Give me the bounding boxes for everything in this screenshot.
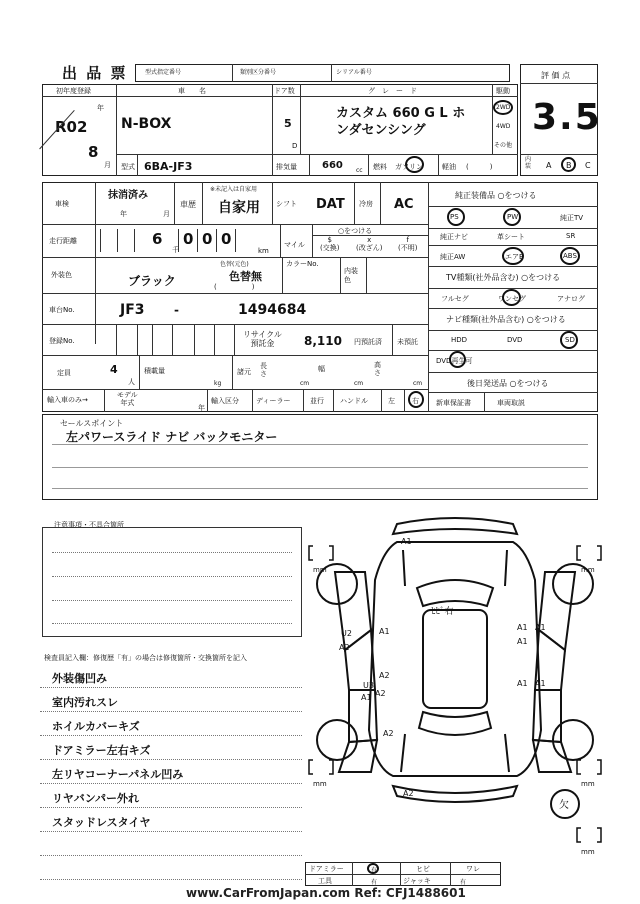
legend-mirror: ドアミラー xyxy=(309,865,344,873)
equip-abs-circle xyxy=(560,247,580,265)
mark-right-front-3: A1 xyxy=(517,637,528,646)
equip-aw: 純正AW xyxy=(440,253,466,261)
equip-airbag-circle xyxy=(502,247,524,265)
note-item: 外装傷凹み xyxy=(52,672,107,685)
displacement-value: 660 xyxy=(322,160,343,171)
legend-tools-yes: 有 xyxy=(371,879,378,886)
equip-ps-circle xyxy=(447,208,465,226)
color-value: ブラック xyxy=(128,274,176,288)
import-dealer: ディーラー xyxy=(256,397,291,405)
grade-label: グ レ ー ド xyxy=(368,87,417,95)
mark-left-door-u3: U3 xyxy=(363,681,374,690)
navi-dvd: DVD xyxy=(507,336,523,344)
mileage-digit: 0 xyxy=(183,230,194,248)
front-bumper-shape xyxy=(393,518,517,534)
import-parallel: 並行 xyxy=(310,397,324,405)
equip-title: 純正装備品 ○をつける xyxy=(455,191,537,200)
equip-abs: ABS xyxy=(563,252,577,260)
length-cm: cm xyxy=(300,380,310,387)
equip-pw: PW xyxy=(507,213,519,221)
note-item: 左リヤコーナーパネル凹み xyxy=(52,768,184,781)
equip-sr: SR xyxy=(566,232,576,240)
doors-suffix: D xyxy=(292,142,298,150)
recycle-label: リサイクル 預託金 xyxy=(243,330,282,348)
model-year-unit: 年 xyxy=(198,404,205,412)
mark-left-front: A1 xyxy=(379,627,390,636)
interior-label: 内装 xyxy=(525,156,532,170)
chassis-number: 1494684 xyxy=(238,302,307,318)
rating-score: 3.5 xyxy=(532,97,602,138)
first-reg-year: R02 xyxy=(55,118,88,136)
shift-label: シフト xyxy=(276,200,297,208)
mm-spare: mm xyxy=(581,848,595,856)
mark-left-door-a2: A2 xyxy=(379,671,390,680)
fuel-label: 燃料 xyxy=(373,163,387,171)
interior-a: A xyxy=(546,161,552,170)
ac-value: AC xyxy=(394,197,414,212)
mm-rr: mm xyxy=(581,780,595,788)
length-label: 長 さ xyxy=(260,362,267,378)
history-value: 自家用 xyxy=(218,200,260,216)
wheel-rear-right xyxy=(553,720,593,760)
navi-sd: SD xyxy=(565,336,575,344)
fuel-other: ( ) xyxy=(466,163,493,171)
load-kg: kg xyxy=(214,380,222,387)
equip-leather: 革シート xyxy=(497,233,525,241)
mile-label: マイル xyxy=(284,241,305,249)
chassis-label: 車台No. xyxy=(49,306,75,314)
width-label: 幅 xyxy=(318,365,325,373)
handle-label: ハンドル xyxy=(340,397,368,405)
capacity-value: 4 xyxy=(110,363,118,376)
mark-left-rear-a1: A1 xyxy=(361,693,372,702)
model-value: 6BA-JF3 xyxy=(144,160,193,173)
person-unit: 人 xyxy=(128,378,135,386)
fuel-gasoline: ガソリン xyxy=(395,163,423,171)
mark-right-rear-2: A1 xyxy=(535,679,546,688)
doors-label: ドア数 xyxy=(274,87,295,95)
mark-windshield: ﾋﾋﾞ右 xyxy=(431,607,454,617)
light-oil: 軽油 xyxy=(442,163,456,171)
note-item: ドアミラー左右キズ xyxy=(52,744,151,757)
legend-broken: ワレ xyxy=(466,865,480,873)
mark-front-bumper: A1 xyxy=(401,537,412,546)
note-item: 室内汚れスレ xyxy=(52,696,118,709)
tv-title: TV種類(社外品含む) ○をつける xyxy=(446,273,561,282)
mileage-label: 走行距離 xyxy=(49,237,77,245)
notes-box xyxy=(42,527,302,637)
rating-label: 評 価 点 xyxy=(541,71,571,80)
drive-other: その他 xyxy=(494,142,513,149)
displacement-label: 排気量 xyxy=(276,163,297,171)
inspection-value: 抹消済み xyxy=(108,190,148,201)
rear-glass xyxy=(419,712,491,735)
form-title: 出 品 票 xyxy=(62,64,128,82)
ac-label: 冷房 xyxy=(359,200,373,208)
handle-right-circle xyxy=(408,391,424,408)
doors-value: 5 xyxy=(284,117,292,130)
mark-right-front-2: A1 xyxy=(535,623,546,632)
windshield xyxy=(417,580,493,606)
import-type-label: 輸入区分 xyxy=(211,397,239,405)
notes-title: 注意事項・不具合箇所 xyxy=(54,521,124,529)
after-title: 後日発送品 ○をつける xyxy=(467,379,549,388)
model-label: 型式 xyxy=(121,163,135,171)
inspection-year-unit: 年 xyxy=(120,210,127,218)
missing-mark: 欠 xyxy=(559,800,569,811)
month-unit: 月 xyxy=(104,161,111,169)
legend-jack-yes: 有 xyxy=(460,879,467,886)
color-label: 外装色 xyxy=(51,271,72,279)
tailgate-seams xyxy=(401,734,509,772)
interior-color-label: 内装 色 xyxy=(344,267,358,284)
right-rear-door xyxy=(533,690,561,742)
mark-left-door-a2b: A2 xyxy=(375,689,386,698)
color-change-paren: ( ) xyxy=(214,283,255,291)
mark-right-rear-1: A1 xyxy=(517,679,528,688)
legend-tools: 工具 xyxy=(318,877,332,885)
handle-left: 左 xyxy=(388,397,395,405)
equip-airbag: エアB xyxy=(505,253,524,261)
mileage-tampered: x (改ざん) xyxy=(356,236,383,252)
capacity-label: 定員 xyxy=(57,369,71,377)
damage-diagram xyxy=(305,510,605,890)
class-no-label: 類別区分番号 xyxy=(240,69,277,76)
after-manual: 車両取説 xyxy=(497,399,525,407)
history-note: ※未記入は自家用 xyxy=(210,186,258,193)
tv-analog: アナログ xyxy=(557,295,585,303)
drive-2wd: 2WD xyxy=(496,104,511,111)
navi-hdd: HDD xyxy=(451,336,468,344)
chassis-prefix: JF3 xyxy=(120,302,145,318)
height-label: 高 さ xyxy=(374,361,381,377)
inspection-label: 車検 xyxy=(55,200,69,208)
legend-crack: ヒビ xyxy=(416,865,430,873)
thousand-unit: 千 xyxy=(172,246,179,254)
equip-navi: 純正ナビ xyxy=(440,233,468,241)
fuel-circle xyxy=(405,156,424,173)
after-warranty: 新車保証書 xyxy=(436,399,471,407)
equip-pw-circle xyxy=(503,208,521,226)
sales-point-label: セールスポイント xyxy=(60,419,124,428)
equip-ps: PS xyxy=(450,213,459,221)
wheel-rear-left xyxy=(317,720,357,760)
color-no-label: カラーNo. xyxy=(286,260,319,268)
car-name-label: 車 名 xyxy=(178,87,206,95)
year-unit: 年 xyxy=(97,104,104,112)
interior-c: C xyxy=(585,161,591,170)
color-change-label: 色替(元色) xyxy=(220,261,249,268)
mark-left-quarter: A2 xyxy=(383,729,394,738)
recycle-deposited: 円預託済 xyxy=(354,338,382,346)
tv-oneseg-circle xyxy=(502,289,521,306)
mark-right-front-1: A1 xyxy=(517,623,528,632)
first-reg-month: 8 xyxy=(88,143,99,161)
recycle-not-deposited: 未預託 xyxy=(397,338,418,346)
tv-fullseg: フルセグ xyxy=(441,295,469,303)
drive-4wd: 4WD xyxy=(496,123,511,130)
drive-2wd-circle xyxy=(493,100,513,115)
chassis-dash: - xyxy=(174,303,179,317)
drive-label: 駆動 xyxy=(496,87,510,95)
header-id-box xyxy=(135,64,510,82)
body-outline xyxy=(369,542,541,776)
left-fender xyxy=(335,572,371,650)
first-reg-label: 初年度登録 xyxy=(56,87,91,95)
inspector-label: 検査員記入欄：修復歴「有」の場合は修復箇所・交換箇所を記入 xyxy=(44,654,247,662)
navi-dvd-play: DVD再生可 xyxy=(436,357,473,365)
legend-jack: ジャッキ xyxy=(403,877,431,885)
type-cert-label: 型式指定番号 xyxy=(145,69,182,76)
shift-value: DAT xyxy=(316,197,345,212)
mm-fl: mm xyxy=(313,566,327,574)
mark-rear-bumper: A2 xyxy=(403,789,414,798)
mileage-digit: 0 xyxy=(202,230,213,248)
mark-left-fender-u2: U2 xyxy=(341,629,352,638)
inspection-month-unit: 月 xyxy=(163,210,170,218)
km-unit: km xyxy=(258,247,269,255)
history-label: 車歴 xyxy=(180,200,196,209)
note-item: スタッドレスタイヤ xyxy=(52,816,151,829)
legend-mirror-circle xyxy=(367,863,379,874)
mark-left-fender-a2: A2 xyxy=(339,643,350,652)
height-cm: cm xyxy=(413,380,423,387)
model-year-label: モデル 年式 xyxy=(117,391,138,407)
import-label: 輸入車のみ→ xyxy=(47,396,88,404)
width-cm: cm xyxy=(354,380,364,387)
serial-label: シリアル番号 xyxy=(336,69,372,76)
interior-b: B xyxy=(566,161,572,170)
cc-unit: cc xyxy=(356,167,363,174)
roof xyxy=(423,610,487,708)
mileage-digit: 0 xyxy=(221,230,232,248)
navi-title: ナビ種類(社外品含む) ○をつける xyxy=(446,315,566,324)
legend-mirror-yes: 有 xyxy=(371,867,378,874)
watermark: www.CarFromJapan.com Ref: CFJ1488601 xyxy=(186,886,466,900)
load-label: 積載量 xyxy=(144,367,165,375)
color-change-value: 色替無 xyxy=(229,270,262,283)
car-name: N-BOX xyxy=(121,116,172,132)
note-item: ホイルカバーキズ xyxy=(52,720,140,733)
handle-right: 右 xyxy=(412,397,419,405)
registration-label: 登録No. xyxy=(49,337,75,345)
navi-sd-circle xyxy=(560,331,578,349)
note-item: リヤバンパー外れ xyxy=(52,792,140,805)
equip-tv: 純正TV xyxy=(560,214,584,222)
mileage-unknown: f (不明) xyxy=(398,236,418,252)
navi-dvd-play-circle xyxy=(449,351,466,368)
mileage-circle-note: ○をつける xyxy=(338,227,373,235)
right-fender xyxy=(539,572,575,650)
interior-circle xyxy=(561,157,576,172)
sales-point-text: 左パワースライド ナビ バックモニター xyxy=(66,430,278,444)
mm-rl: mm xyxy=(313,780,327,788)
mileage-digit: 6 xyxy=(152,230,163,248)
grade-value: カスタム 660 G L ホ ンダセンシング xyxy=(336,106,466,138)
mm-fr: mm xyxy=(581,566,595,574)
tv-oneseg: ワンセグ xyxy=(498,295,526,303)
dims-label: 諸元 xyxy=(237,368,251,376)
mileage-exchange: $ (交換) xyxy=(320,236,340,252)
recycle-value: 8,110 xyxy=(304,334,342,348)
